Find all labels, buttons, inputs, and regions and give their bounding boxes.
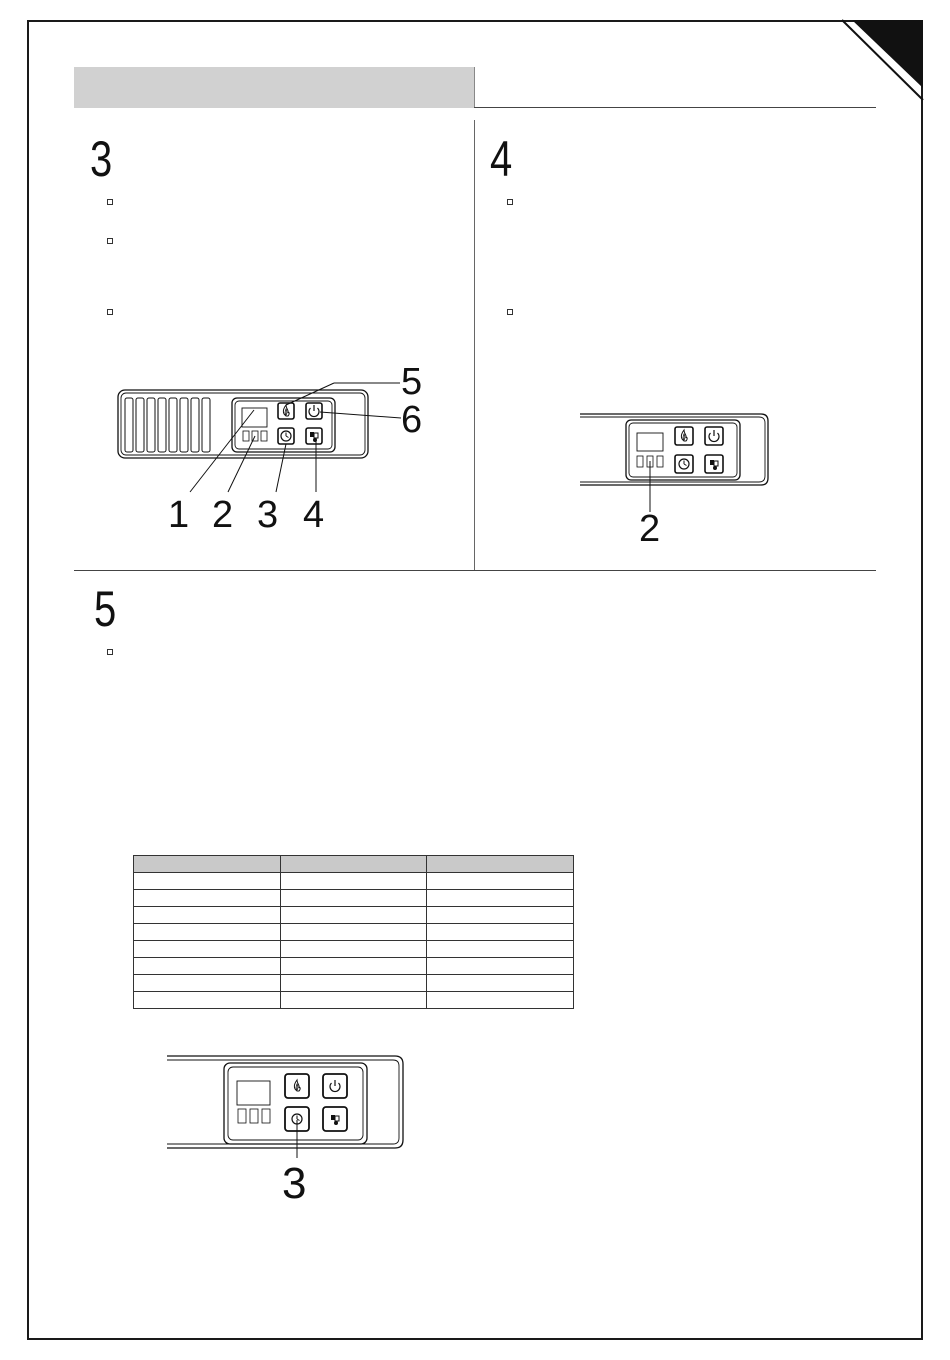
- section-4-number: 4: [490, 131, 513, 187]
- table-cell: [134, 890, 281, 907]
- section-5-callout-3: 3: [282, 1159, 307, 1208]
- table-header-cell: [280, 856, 427, 873]
- table-row: [134, 873, 574, 890]
- table-header-row: [134, 856, 574, 873]
- table-cell: [427, 941, 574, 958]
- table-row: [134, 890, 574, 907]
- table-cell: [427, 992, 574, 1009]
- table-row: [134, 941, 574, 958]
- section-4-control-panel: [580, 414, 768, 512]
- callout-1: 1: [168, 494, 190, 536]
- table-cell: [427, 873, 574, 890]
- table-header-cell: [134, 856, 281, 873]
- table-cell: [134, 907, 281, 924]
- section-5-number: 5: [94, 581, 117, 637]
- table-header-cell: [427, 856, 574, 873]
- table-cell: [280, 975, 427, 992]
- table-row: [134, 907, 574, 924]
- section-3-control-panel: [118, 383, 401, 492]
- table-cell: [280, 941, 427, 958]
- table-cell: [280, 873, 427, 890]
- table-cell: [427, 907, 574, 924]
- section-3-number: 3: [90, 131, 113, 187]
- table-cell: [134, 941, 281, 958]
- table-cell: [134, 873, 281, 890]
- table-cell: [280, 907, 427, 924]
- table-cell: [280, 924, 427, 941]
- callout-3: 3: [257, 494, 279, 536]
- callout-6: 6: [401, 399, 423, 441]
- callout-5: 5: [401, 361, 423, 403]
- table-cell: [427, 924, 574, 941]
- table-row: [134, 924, 574, 941]
- settings-table: [133, 855, 574, 1009]
- section-4-callout-2: 2: [639, 508, 661, 550]
- table-cell: [134, 975, 281, 992]
- table-cell: [280, 890, 427, 907]
- table-cell: [134, 958, 281, 975]
- table-cell: [427, 958, 574, 975]
- table-row: [134, 975, 574, 992]
- callout-2: 2: [212, 494, 234, 536]
- table-cell: [280, 992, 427, 1009]
- callout-4: 4: [303, 494, 325, 536]
- table-cell: [280, 958, 427, 975]
- table-row: [134, 992, 574, 1009]
- section-5-control-panel: [167, 1056, 403, 1158]
- table-cell: [134, 992, 281, 1009]
- table-cell: [427, 975, 574, 992]
- table-row: [134, 958, 574, 975]
- table-cell: [134, 924, 281, 941]
- table-cell: [427, 890, 574, 907]
